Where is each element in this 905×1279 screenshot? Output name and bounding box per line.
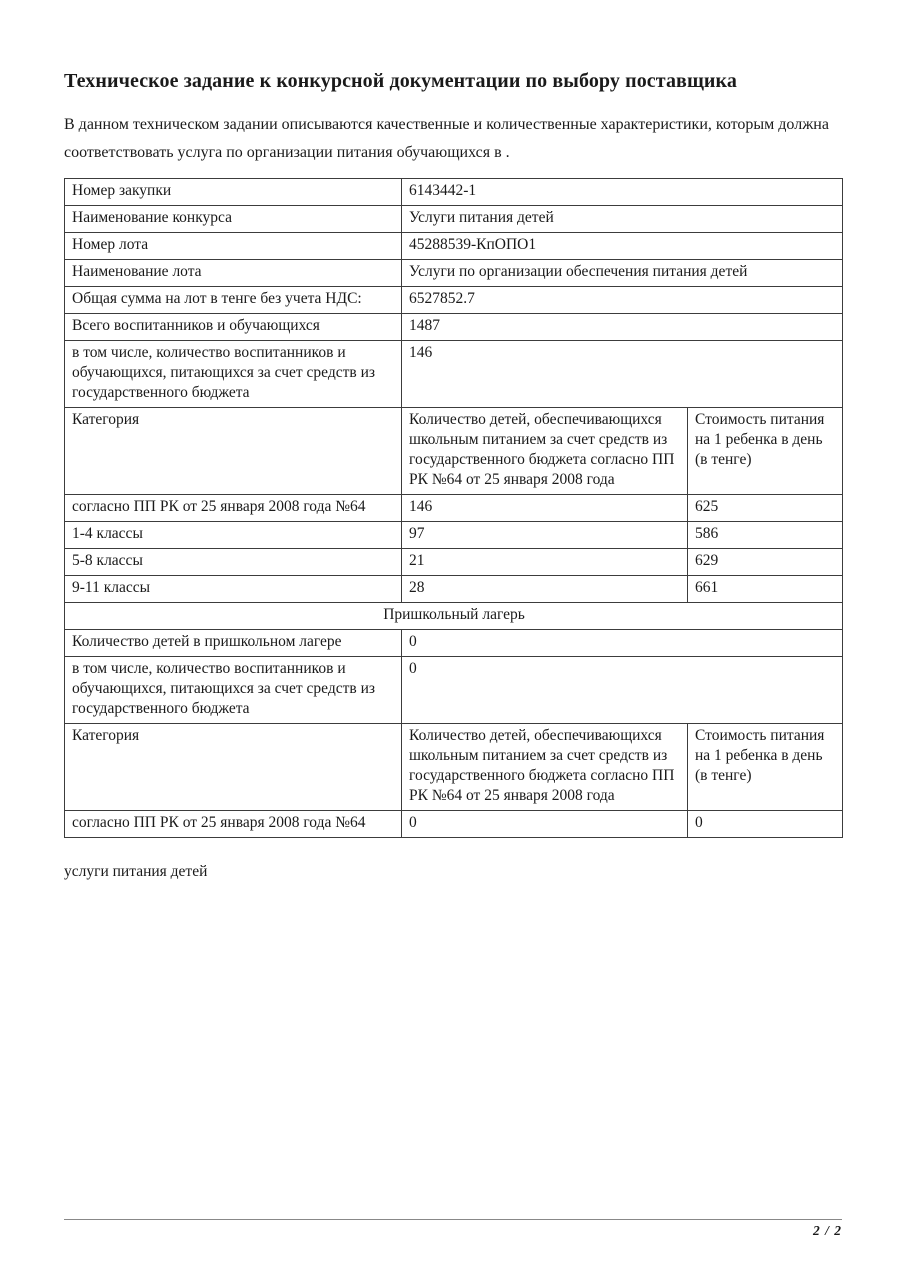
- category-header-cost: Стоимость питания на 1 ребенка в день (в тенге): [688, 408, 843, 495]
- table-row: [65, 657, 843, 724]
- cost-cell: 661: [688, 576, 843, 603]
- table-row: [65, 314, 843, 341]
- section-title-row: [65, 603, 843, 630]
- table-row: [65, 287, 843, 314]
- table-row: [65, 576, 843, 603]
- document-body: [64, 68, 842, 881]
- cost-cell: 629: [688, 549, 843, 576]
- page-title: Техническое задание к конкурсной документации по выбору поставщика: [64, 70, 737, 92]
- info-value: 45288539-КпОПО1: [402, 233, 843, 260]
- cost-cell: 0: [688, 811, 843, 838]
- category-header-label: Категория: [65, 408, 402, 495]
- count-cell: 0: [402, 811, 688, 838]
- category-cell: согласно ПП РК от 25 января 2008 года №64: [65, 495, 402, 522]
- info-label: в том числе, количество воспитанников и обучающихся, питающихся за счет средств из государственного бюджета: [65, 657, 402, 724]
- info-value: Услуги по организации обеспечения питания детей: [402, 260, 843, 287]
- category-header-row: [65, 408, 843, 495]
- category-header-row: [65, 724, 843, 811]
- intro-paragraph: В данном техническом задании описываются качественные и количественные характеристики, которым должна соответствовать услуга по организации питания обучающихся в .: [64, 116, 829, 161]
- bottom-note: услуги питания детей: [64, 863, 208, 880]
- info-value: 0: [402, 657, 843, 724]
- table-row: [65, 341, 843, 408]
- count-cell: 28: [402, 576, 688, 603]
- info-label: Наименование конкурса: [65, 206, 402, 233]
- info-label: Номер закупки: [65, 179, 402, 206]
- table-row: [65, 549, 843, 576]
- table-row: [65, 179, 843, 206]
- info-label: Всего воспитанников и обучающихся: [65, 314, 402, 341]
- table-row: [65, 811, 843, 838]
- info-value: Услуги питания детей: [402, 206, 843, 233]
- info-value: 146: [402, 341, 843, 408]
- table-row: [65, 206, 843, 233]
- info-value: 6527852.7: [402, 287, 843, 314]
- category-header-cost: Стоимость питания на 1 ребенка в день (в тенге): [688, 724, 843, 811]
- info-label: Общая сумма на лот в тенге без учета НДС:: [65, 287, 402, 314]
- page-number: 2 / 2: [812, 1223, 842, 1238]
- category-cell: 5-8 классы: [65, 549, 402, 576]
- table-row: [65, 495, 843, 522]
- info-value: 1487: [402, 314, 843, 341]
- count-cell: 146: [402, 495, 688, 522]
- category-header-count: Количество детей, обеспечивающихся школьным питанием за счет средств из государственного бюджета согласно ПП РК №64 от 25 января 2008 года: [402, 724, 688, 811]
- count-cell: 97: [402, 522, 688, 549]
- info-label: Количество детей в пришкольном лагере: [65, 630, 402, 657]
- category-cell: согласно ПП РК от 25 января 2008 года №64: [65, 811, 402, 838]
- info-value: 0: [402, 630, 843, 657]
- count-cell: 21: [402, 549, 688, 576]
- category-cell: 1-4 классы: [65, 522, 402, 549]
- camp-section-title: Пришкольный лагерь: [65, 603, 843, 630]
- cost-cell: 586: [688, 522, 843, 549]
- info-value: 6143442-1: [402, 179, 843, 206]
- info-label: Номер лота: [65, 233, 402, 260]
- page-footer: [64, 1219, 842, 1240]
- info-label: в том числе, количество воспитанников и обучающихся, питающихся за счет средств из государственного бюджета: [65, 341, 402, 408]
- specification-table: [64, 178, 843, 838]
- info-label: Наименование лота: [65, 260, 402, 287]
- category-header-label: Категория: [65, 724, 402, 811]
- category-header-count: Количество детей, обеспечивающихся школьным питанием за счет средств из государственного бюджета согласно ПП РК №64 от 25 января 2008 года: [402, 408, 688, 495]
- table-row: [65, 260, 843, 287]
- table-row: [65, 522, 843, 549]
- category-cell: 9-11 классы: [65, 576, 402, 603]
- table-row: [65, 233, 843, 260]
- cost-cell: 625: [688, 495, 843, 522]
- table-row: [65, 630, 843, 657]
